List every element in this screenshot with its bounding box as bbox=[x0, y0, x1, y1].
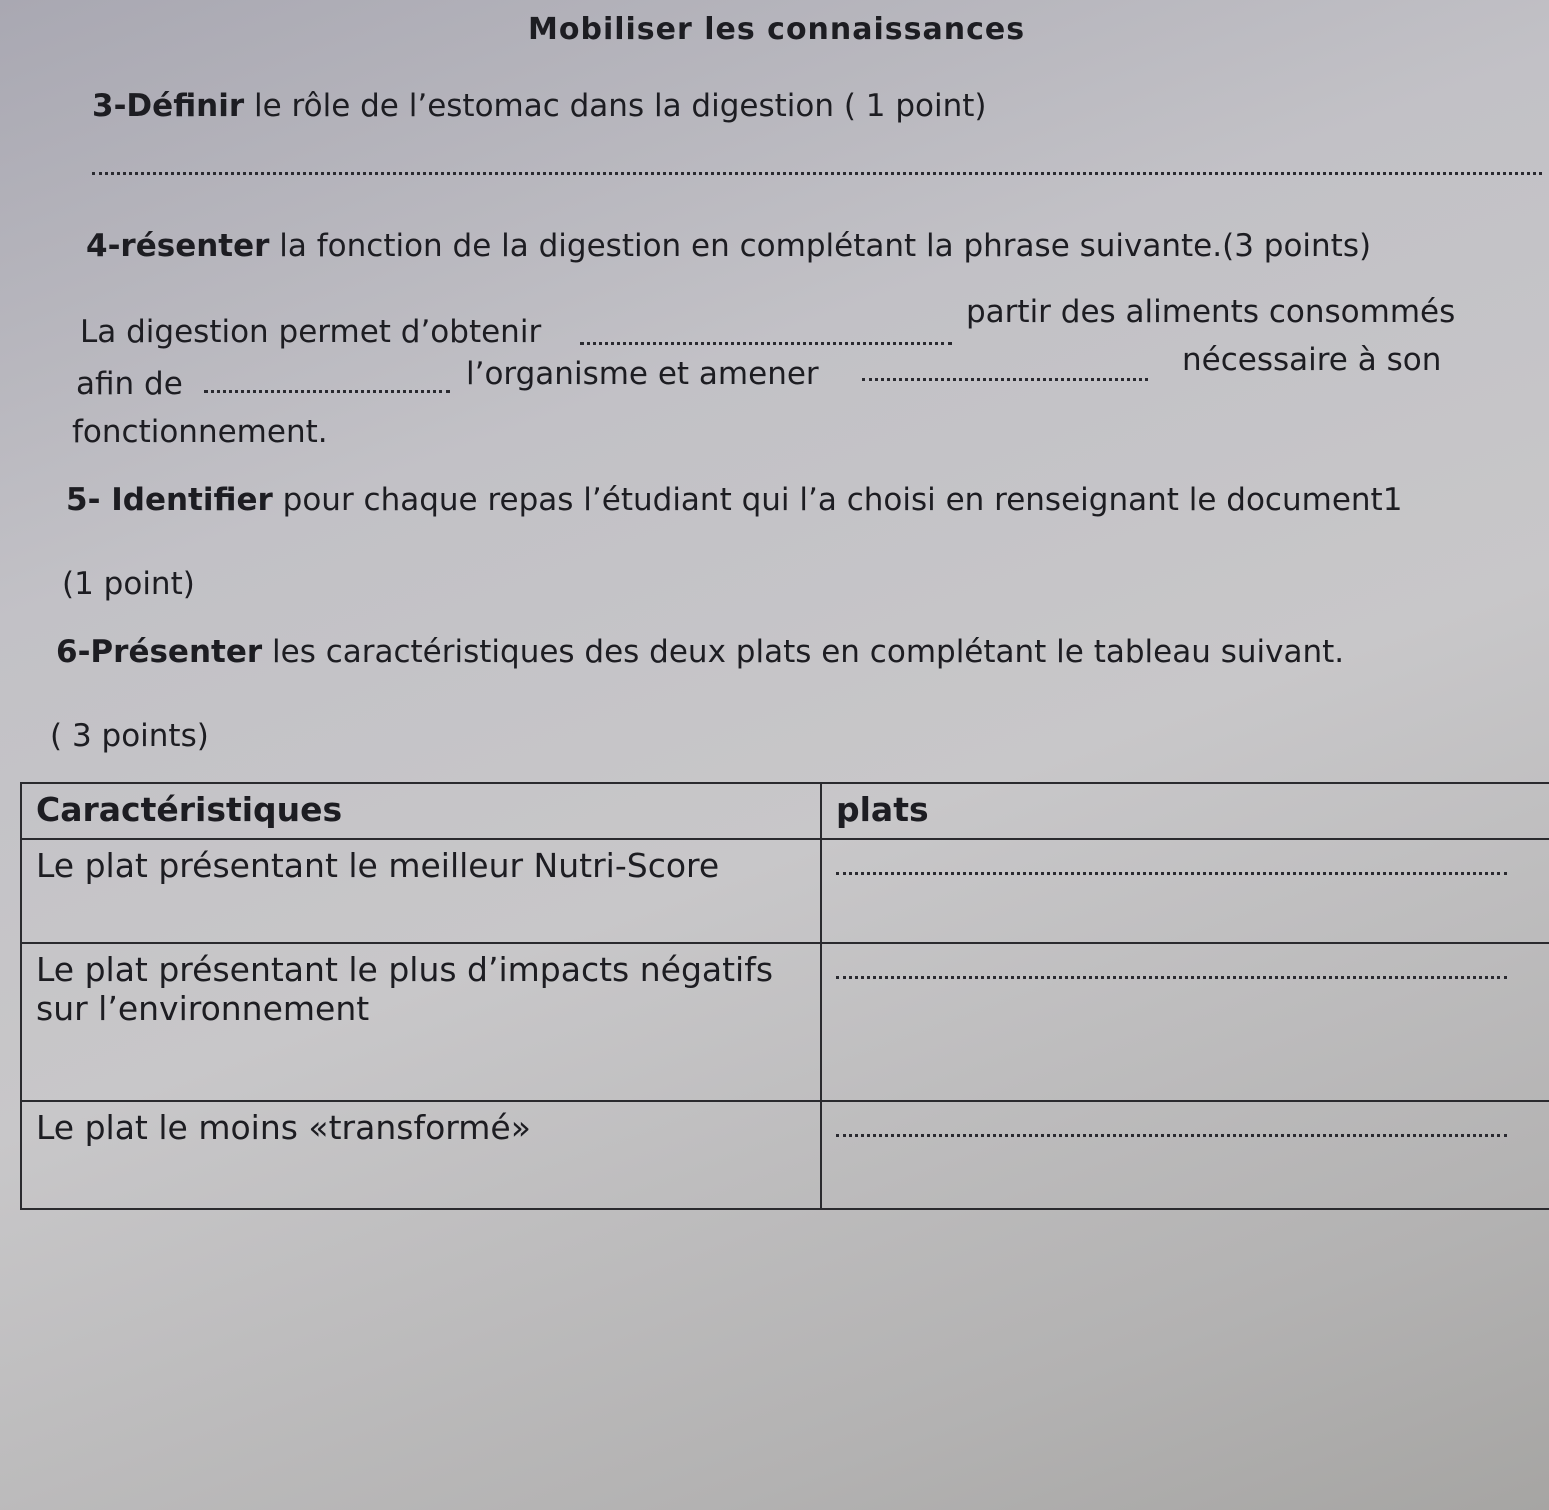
answer-dotted-line bbox=[836, 976, 1507, 979]
answer-cell-nutriscore[interactable] bbox=[821, 839, 1549, 943]
sentence-part-2: partir des aliments consommés bbox=[966, 294, 1456, 330]
question-6 bbox=[56, 634, 1344, 670]
question-4 bbox=[86, 228, 1371, 264]
table-row bbox=[21, 1101, 1549, 1209]
blank-2[interactable] bbox=[204, 390, 450, 393]
header-plats: plats bbox=[821, 783, 1549, 839]
row-label-environment: Le plat présentant le plus d’impacts négatifs sur l’environnement bbox=[21, 943, 821, 1101]
answer-line-3[interactable] bbox=[92, 172, 1542, 175]
sentence-part-1: La digestion permet d’obtenir bbox=[80, 314, 542, 350]
blank-3[interactable] bbox=[862, 378, 1148, 381]
row-label-transformed: Le plat le moins «transformé» bbox=[21, 1101, 821, 1209]
question-6-verb: 6-Présenter bbox=[56, 634, 263, 670]
table-row bbox=[21, 839, 1549, 943]
header-caracteristiques: Caractéristiques bbox=[21, 783, 821, 839]
page-title: Mobiliser les connaissances bbox=[528, 12, 1026, 47]
question-6-points: ( 3 points) bbox=[50, 718, 209, 754]
question-5-verb: 5- Identifier bbox=[66, 482, 273, 518]
characteristics-table bbox=[20, 782, 1549, 1210]
question-6-text: les caractéristiques des deux plats en complétant le tableau suivant. bbox=[262, 634, 1345, 670]
row-label-nutriscore: Le plat présentant le meilleur Nutri-Score bbox=[21, 839, 821, 943]
question-5-text: pour chaque repas l’étudiant qui l’a choisi en renseignant le document1 bbox=[272, 482, 1403, 518]
table-row bbox=[21, 943, 1549, 1101]
sentence-part-4: l’organisme et amener bbox=[466, 356, 819, 392]
question-3-verb: 3-Définir bbox=[92, 88, 245, 124]
sentence-part-5: nécessaire à son bbox=[1182, 342, 1442, 378]
answer-dotted-line bbox=[836, 1134, 1507, 1137]
question-3-text: le rôle de l’estomac dans la digestion ( 1 point) bbox=[244, 88, 987, 124]
question-4-text: la fonction de la digestion en complétant la phrase suivante.(3 points) bbox=[269, 228, 1372, 264]
answer-cell-transformed[interactable] bbox=[821, 1101, 1549, 1209]
answer-cell-environment[interactable] bbox=[821, 943, 1549, 1101]
answer-dotted-line bbox=[836, 872, 1507, 875]
question-4-verb: 4-résenter bbox=[86, 228, 270, 264]
sentence-part-3: afin de bbox=[76, 366, 183, 402]
question-5 bbox=[66, 482, 1402, 518]
table-header-row bbox=[21, 783, 1549, 839]
question-5-points: (1 point) bbox=[62, 566, 195, 602]
sentence-part-6: fonctionnement. bbox=[72, 414, 328, 450]
blank-1[interactable] bbox=[580, 342, 952, 345]
question-3 bbox=[92, 88, 987, 124]
